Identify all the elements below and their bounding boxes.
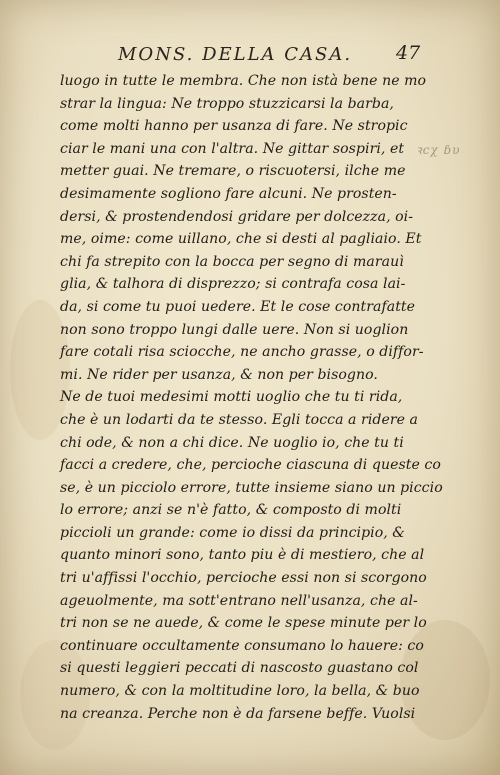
text-line: non sono troppo lungi dalle uere. Non si uoglion [60, 321, 409, 338]
text-line: dersi, & prostendendosi gridare per dolcezza, oi- [60, 208, 414, 225]
text-line: continuare occultamente consumano lo hauere: co [60, 637, 424, 654]
text-line: lo errore; anzi se n'è fatto, & composto di molti [60, 502, 402, 519]
text-line: piccioli un grande: come io dissi da principio, & [60, 524, 405, 541]
text-line: Ne de tuoi medesimi motti uoglio che tu ti rida, [60, 389, 403, 406]
text-line: luogo in tutte le membra. Che non istà bene ne mo [60, 73, 427, 89]
text-line: fare cotali risa sciocche, ne ancho grasse, o diffor- [60, 344, 424, 361]
text-line: chi ode, & non a chi dice. Ne uoglio io, che tu ti [60, 434, 404, 451]
text-line: glia, & talhora di disprezzo; si contrafa cosa lai- [60, 276, 406, 293]
text-line: si questi leggieri peccati di nascosto guastano col [60, 660, 419, 677]
text-line: come molti hanno per usanza di fare. Ne stropic [60, 118, 408, 135]
text-line: tri u'affissi l'occhio, percioche essi non si scorgono [60, 570, 427, 587]
text-line: me, oime: come uillano, che si desti al pagliaio. Et [60, 231, 422, 248]
text-line: facci a credere, che, percioche ciascuna di queste co [60, 457, 441, 474]
page-number: 47 [396, 42, 421, 64]
text-line: numero, & con la moltitudine loro, la bella, & buo [60, 683, 420, 700]
text-line: na creanza. Perche non è da farsene beffe. Vuolsi [60, 705, 416, 722]
text-line: strar la lingua: Ne troppo stuzzicarsi la barba, [60, 95, 394, 112]
text-line: ciar le mani una con l'altra. Ne gittar sospiri, et [60, 140, 405, 157]
text-line: ageuolmente, ma sott'entrano nell'usanza, che al- [60, 592, 418, 609]
text-line: desimamente sogliono fare alcuni. Ne prosten- [60, 185, 397, 202]
handwritten-margin-note: ꝛcχ ɓυ [416, 143, 461, 157]
text-line: quanto minori sono, tanto piu è di mestiero, che al [60, 547, 425, 564]
running-title: MONS. DELLA CASA. [118, 44, 353, 65]
text-line: tri non se ne auede, & come le spese minute per lo [60, 615, 427, 632]
text-line: mi. Ne rider per usanza, & non per bisogno. [60, 366, 378, 383]
text-line: da, si come tu puoi uedere. Et le cose contrafatte [60, 298, 416, 315]
text-line: che è un lodarti da te stesso. Egli tocca a ridere a [60, 411, 419, 428]
text-line: chi fa strepito con la bocca per segno di marauì [60, 253, 404, 270]
text-line: metter guai. Ne tremare, o riscuotersi, ilche me [60, 163, 406, 180]
text-line: se, è un picciolo errore, tutte insieme siano un piccio [60, 479, 443, 496]
